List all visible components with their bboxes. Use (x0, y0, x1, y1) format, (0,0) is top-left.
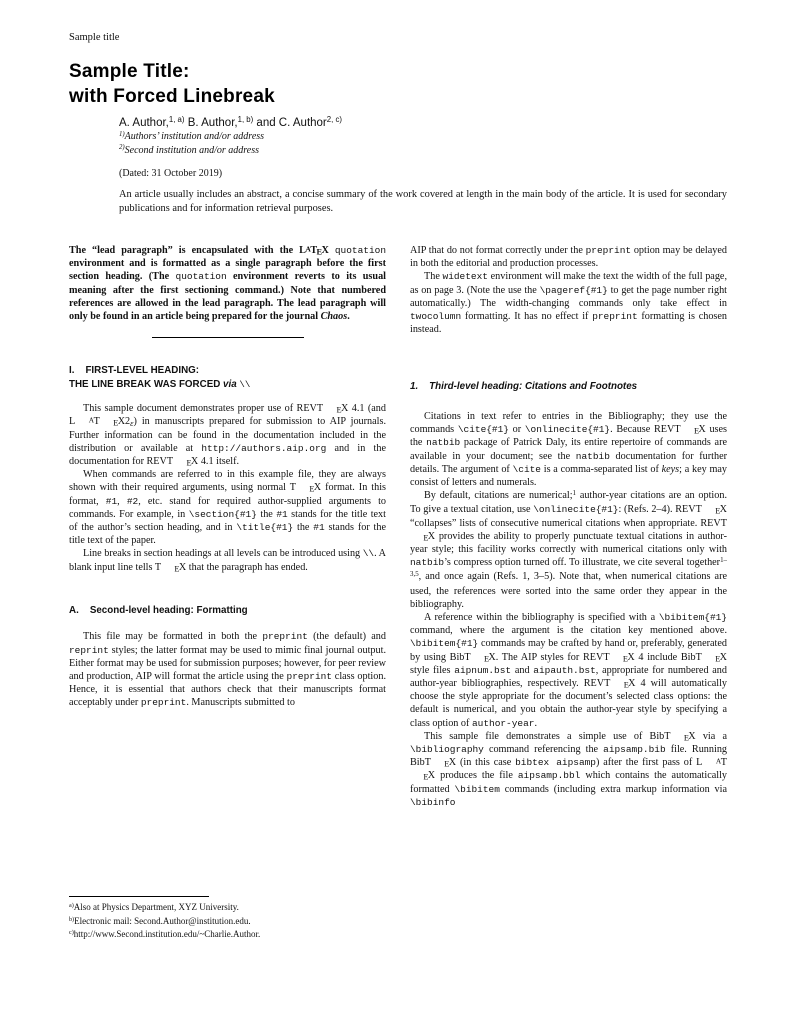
footnote-rule (69, 896, 209, 897)
body-paragraph: Line breaks in section headings at all levels can be introduced using \\. A blank input line tells T EX that the paragraph has ended. (69, 548, 386, 574)
lead-separator-rule (152, 337, 304, 338)
footnote-b: $^{b)}$Electronic mail: Second.Author@institution.edu. (69, 915, 251, 926)
abstract-paragraph: An article usually includes an abstract, a concise summary of the work covered at length in the main body of the article. It is used for secondary publications and for information retrieval purposes. (119, 189, 727, 214)
paper-title-line-1: Sample Title: (69, 61, 190, 82)
footnote-c: $^{c)}$http://www.Second.institution.edu/~Charlie.Author. (69, 929, 261, 940)
body-paragraph: A reference within the bibliography is specified with a \bibitem{#1} command, where the argument is the citation key mentioned above. \bibitem{#1} commands may be crafted by hand or, preferably, generated by using BibT EX. The AIP styles for REVT EX 4 include BibT EX style files aipnum.bst and aipauth.bst, appropriate for numbered and author-year bibliographies, respectively. REVT EX 4 will automatically choose the style appropriate for the document’s selected class options: the default is numerical, and you obtain the author-year style by specifying a class option of author-year. (410, 611, 728, 729)
body-paragraph: This sample file demonstrates a simple use of BibT EX via a \bibliography command referencing the aipsamp.bib file. Running BibT EX (in this case bibtex aipsamp) after the first pass of L ATEX produces the file aipsamp.bbl which contains the automatically formatted \bibitem commands (including extra markup information via \bibinfo (410, 730, 728, 808)
two-column-body (69, 244, 727, 809)
left-column (69, 244, 386, 809)
section-heading-second-level: A. Second-level heading: Formatting (69, 604, 248, 616)
section-heading-first-level-line-2: THE LINE BREAK WAS FORCED via \\ (69, 378, 251, 390)
lead-paragraph: The “lead paragraph” is encapsulated with the LATEX quotation environment and is formatted as a single paragraph before the first section heading. (The quotation environment reverts to its usual meaning after the first sectioning command.) Note that numbered references are allowed in the lead paragraph. The lead paragraph will only be found in an article being prepared for the journal Chaos. (69, 244, 387, 323)
body-paragraph: By default, citations are numerical;$^1$ author-year citations are an option. To give a textual citation, use \onlinecite{#1}: (Refs. 2–4). REVT EX “collapses” lists of consecutive numerical citations when appropriate. REVTEX provides the ability to properly punctuate textual citations in author-year style; this facility works correctly with numerical citations only with natbib’s compress option turned off. To illustrate, we cite several together$^{1-3,5}$, and once again (Refs. 1, 3–5). Note that, when numerical citations are used, the references were sorted into the same order they appear in the bibliography. (410, 490, 728, 610)
section-heading-first-level-line-1: I. FIRST-LEVEL HEADING: (69, 365, 200, 377)
footnotes-block (69, 896, 386, 943)
body-paragraph: When commands are referred to in this example file, they are always shown with their required arguments, using normal T EX format. In this format, #1, #2, etc. stand for required author-supplied arguments to commands. For example, in \section{#1} the #1 stands for the title text of the author’s section heading, and in \title{#1} the #1 stands for the title text of the paper. (69, 469, 387, 547)
affiliation-1: $^{1)}$Authors’ institution and/or address (119, 130, 265, 142)
paper-title (69, 60, 727, 109)
body-paragraph: This file may be formatted in both the preprint (the default) and reprint styles; the latter format may be used to mimic final journal output. Either format may be used for submission purposes; however, for peer review and production, AIP will format the article using the preprint class option. Hence, it is essential that authors check that their manuscripts format acceptably under preprint. Manuscripts submitted to (69, 631, 387, 709)
section-heading-third-level: 1. Third-level heading: Citations and Footnotes (410, 381, 638, 393)
right-column (410, 244, 727, 809)
footnote-a: $^{a)}$Also at Physics Department, XYZ University. (69, 902, 239, 912)
author-list: A. Author,$^{1, a)}$ B. Author,$^{1, b)}$ and C. Author$^{2, c)}$ (119, 115, 342, 129)
body-paragraph: Citations in text refer to entries in the Bibliography; they use the commands \cite{#1} or \onlinecite{#1}. Because REVT EX uses the natbib package of Patrick Daly, its entire repertoire of commands are available in your document; see the natbib documentation for further details. The argument of \cite is a comma-separated list of keys; a key may consist of letters and numerals. (410, 410, 727, 488)
date-line: (Dated: 31 October 2019) (119, 168, 223, 179)
front-matter (119, 116, 727, 216)
body-paragraph: AIP that do not format correctly under the preprint option may be delayed in both the editorial and production processes. (410, 245, 727, 270)
body-paragraph: The widetext environment will make the text the width of the full page, as on page 3. (Note the use the \pageref{#1} to get the page number right automatically.) The width-changing commands only take effect in twocolumn formatting. It has no effect if preprint formatting is chosen instead. (410, 271, 728, 336)
section-heading-first-level (69, 364, 386, 391)
paper-title-line-2: with Forced Linebreak (69, 85, 275, 107)
body-paragraph: This sample document demonstrates proper use of REVT EX 4.1 (and L AT EX2ε) in manuscripts prepared for submission to AIP journals. Further information can be found in the documentation included in the distribution or available at http://authors.aip.org and in the documentation for REVT EX 4.1 itself. (69, 403, 386, 468)
main-content (69, 60, 727, 809)
affiliation-2: $^{2)}$Second institution and/or address (119, 144, 260, 156)
running-head: Sample title (69, 32, 120, 43)
